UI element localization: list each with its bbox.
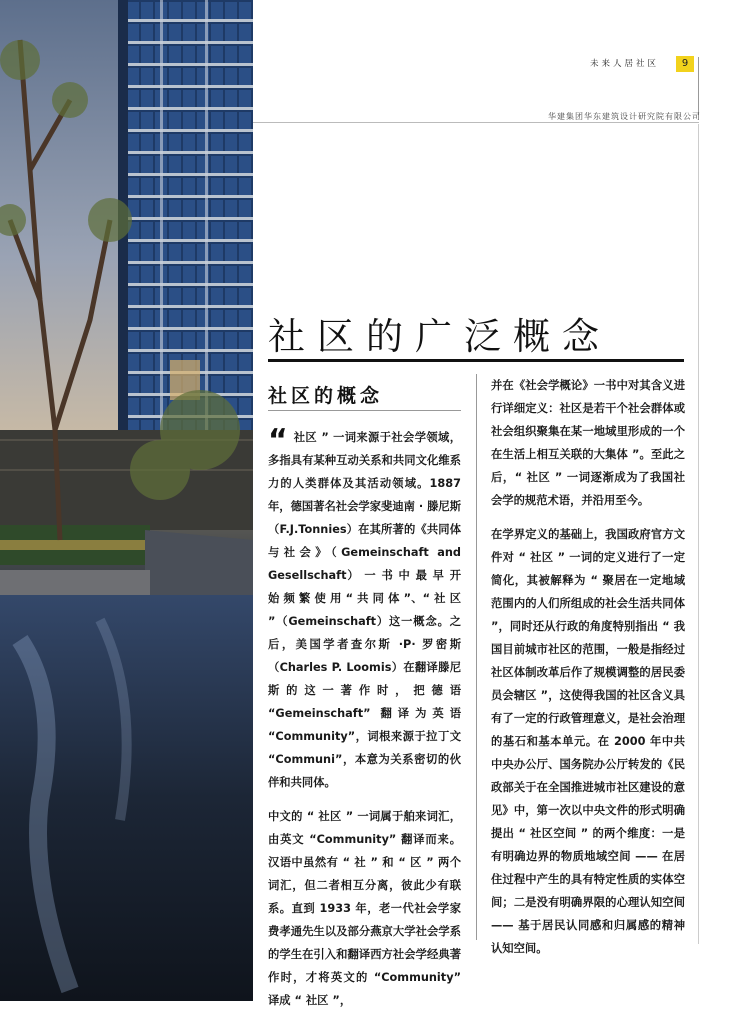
cover-photo (0, 0, 253, 1001)
title-underline (268, 359, 684, 362)
building-photo-illustration (0, 0, 253, 1001)
paragraph: 在学界定义的基础上，我国政府官方文件对 “ 社区 ” 一词的定义进行了一定简化，其被解释为 “ 聚居在一定地域范围内的人们所组成的社会生活共同体 ”，同时还从行政的角度特别指出 “ 我国目前城市社区的范围，一般是指经过社区体制改革后作了规模调整的居民委员会辖区 ”，这使得我国的社区含义具有了一定的行政管理意义，是社会治理的基石和基本单元。在 2000 年中共中央办公厅、国务院办公厅转发的《民政部关于在全国推进城市社区建设的意见》中，第一次以中央文件的形式明确提出 “ 社区空间 ” 的两个维度：一是有明确边界的物质地域空间 —— 在居住过程中产生的具有特定性质的实体空间；二是没有明确界限的心理认知空间 —— 基于居民认同感和归属感的精神认知空间。 (491, 528, 685, 955)
header-rule (253, 122, 699, 123)
column-divider (476, 374, 477, 940)
magazine-section-title: 未来人居社区 (590, 59, 660, 69)
page-title: 社区的广泛概念 (268, 315, 611, 358)
paragraph (268, 423, 461, 794)
margin-rule (698, 124, 699, 944)
paragraph: 中文的 “ 社区 ” 一词属于舶来词汇，由英文 “Community” 翻译而来。汉语中虽然有 “ 社 ” 和 “ 区 ” 两个词汇，但二者相互分离，彼此少有联系。直到 1933 年，老一代社会学家费孝通先生以及部分燕京大学社会学系的学生在引入和翻译西方社会学经典著作时，才将英文的 “Community” 译成 “ 社区 ”， (268, 810, 461, 1007)
article-column-right (491, 374, 685, 971)
section-title-underline (268, 410, 461, 411)
section-title: 社区的概念 (268, 385, 384, 407)
quote-mark-icon: “ (268, 423, 288, 458)
header-divider (698, 57, 699, 115)
page-number: 9 (676, 56, 694, 72)
paragraph-text: 社区 ” 一词来源于社会学领域，多指具有某种互动关系和共同文化维系力的人类群体及其活动领域。1887 年，德国著名社会学家斐迪南 · 滕尼斯（F.J.Tonnies）在其所著的《共同体与社会》（Gemeinschaft and Gesellschaft） 一 书 中 最 早 开 始 频 繁 使 用 “ 共 同 体 ”、“ 社 区 ”（Gemeinschaft）这一概念。之后，美国学者查尔斯 ·P· 罗密斯（Charles P. Loomis）在翻译滕尼斯的这一著作时，把德语 “Gemeinschaft” 翻译为英语 “Community”，词根来源于拉丁文 “Communi”，本意为关系密切的伙伴和共同体。 (268, 431, 461, 789)
paragraph: 并在《社会学概论》一书中对其含义进行详细定义：社区是若干个社会群体或社会组织聚集在某一地域里形成的一个在生活上相互关联的大集体 ”。至此之后，“ 社区 ” 一词逐渐成为了我国社会学的规范术语，并沿用至今。 (491, 379, 685, 507)
article-column-left (268, 423, 461, 1023)
organization-name: 华建集团华东建筑设计研究院有限公司 (548, 112, 701, 121)
